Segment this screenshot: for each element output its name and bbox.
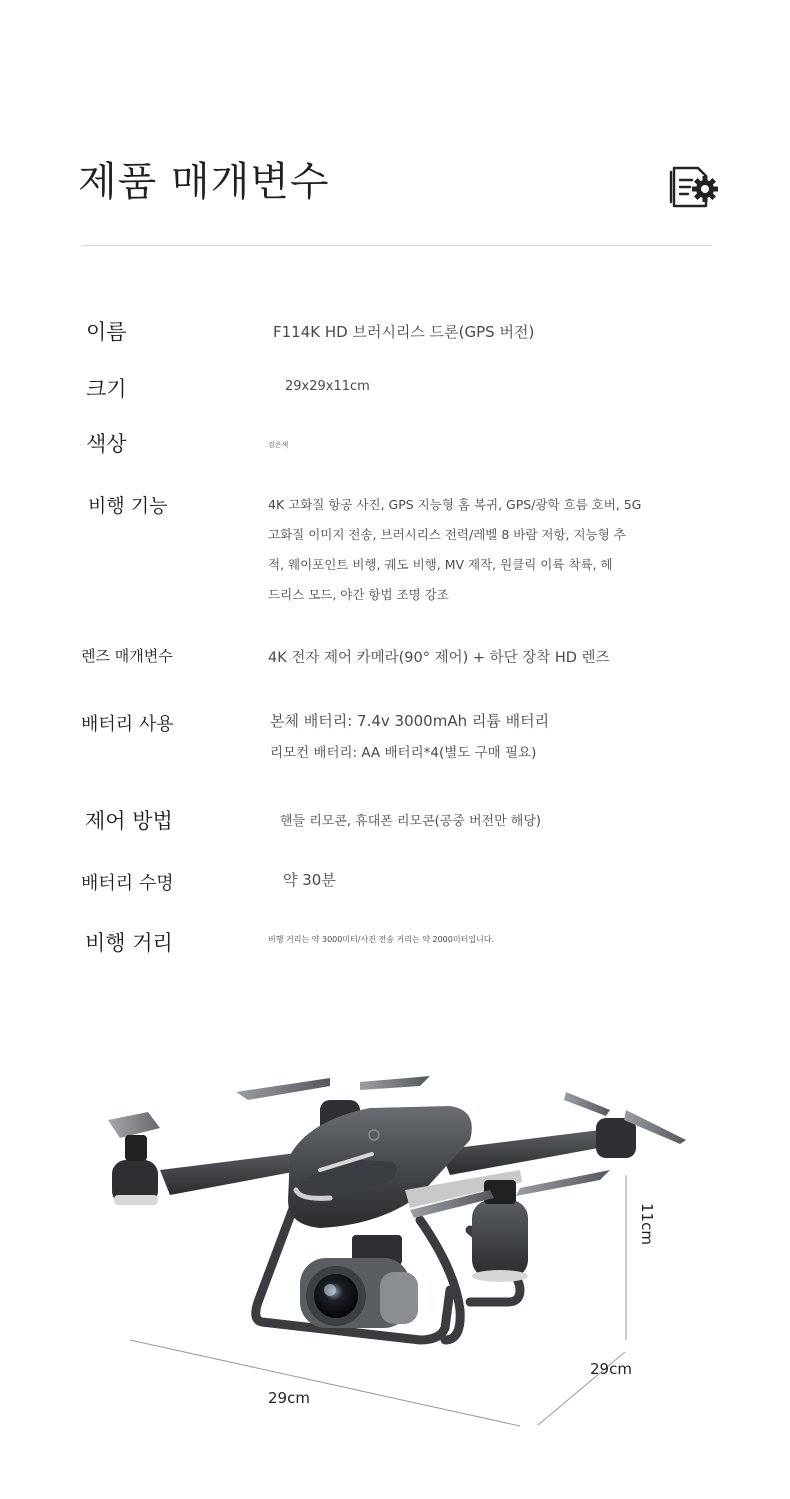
spec-value-control: 핸들 리모콘, 휴대폰 리모콘(공중 버전만 해당) <box>280 814 541 829</box>
spec-label-lens: 렌즈 매개변수 <box>81 647 173 665</box>
spec-label-battery-use: 배터리 사용 <box>81 714 174 735</box>
spec-value-color: 검은색 <box>268 441 289 449</box>
page-title: 제품 매개변수 <box>78 159 330 205</box>
spec-value-battery-life: 약 30분 <box>283 871 336 889</box>
drone-figure <box>0 1040 790 1495</box>
spec-value-name: F114K HD 브러시리스 드론(GPS 버전) <box>273 323 535 341</box>
spec-label-flight-functions: 비행 기능 <box>88 495 168 517</box>
spec-label-color: 색상 <box>86 432 127 456</box>
spec-value-flight-functions-line-4: 드리스 모드, 야간 항법 조명 강조 <box>268 587 449 602</box>
spec-label-size: 크기 <box>86 377 127 401</box>
height-dimension-label: 11cm <box>638 1203 656 1245</box>
drone-illustration <box>0 1040 790 1495</box>
document-gear-icon <box>668 162 720 210</box>
spec-label-battery-life: 배터리 수명 <box>81 873 174 894</box>
spec-value-lens: 4K 전자 제어 카메라(90° 제어) + 하단 장착 HD 렌즈 <box>268 650 610 666</box>
spec-value-flight-functions-line-2: 고화질 이미지 전송, 브러시리스 전력/레벨 8 바람 저항, 지능형 추 <box>268 527 626 542</box>
spec-value-flight-functions-line-3: 적, 웨이포인트 비행, 궤도 비행, MV 제작, 원클릭 이륙 착륙, 헤 <box>268 557 613 572</box>
width-dimension-label: 29cm <box>268 1389 310 1407</box>
spec-value-flight-functions-line-1: 4K 고화질 항공 사진, GPS 지능형 홈 복귀, GPS/광학 흐름 호버, 5G <box>268 497 642 512</box>
spec-value-size: 29x29x11cm <box>285 379 370 394</box>
spec-label-name: 이름 <box>86 320 127 344</box>
spec-label-control: 제어 방법 <box>85 809 173 833</box>
spec-value-battery-line-2: 리모컨 배터리: AA 배터리*4(별도 구매 필요) <box>270 745 537 761</box>
spec-value-battery-line-1: 본체 배터리: 7.4v 3000mAh 리튬 배터리 <box>270 712 550 730</box>
spec-value-flight-distance: 비행 거리는 약 3000미터/사진 전송 거리는 약 2000미터입니다. <box>268 935 495 944</box>
title-divider <box>82 245 712 246</box>
depth-dimension-label: 29cm <box>590 1360 632 1378</box>
spec-label-flight-distance: 비행 거리 <box>85 931 173 955</box>
